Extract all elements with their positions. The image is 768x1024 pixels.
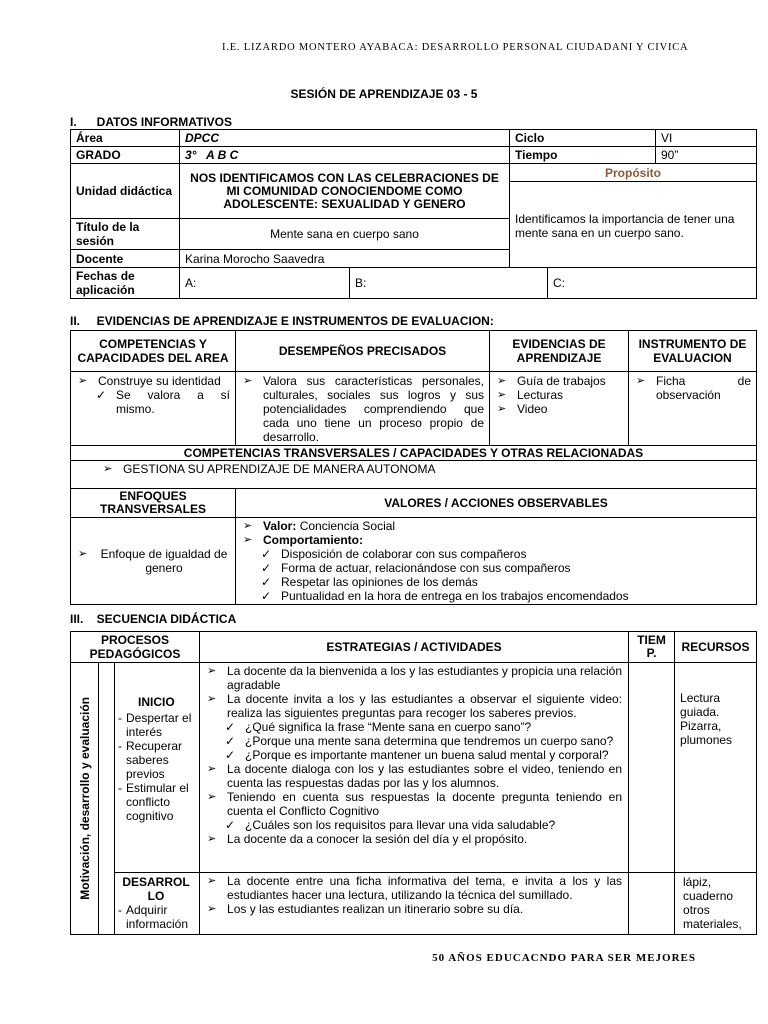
- fecha-c: C:: [548, 268, 757, 299]
- strategy-item: ➢ Teniendo en cuenta sus respuestas la docente pregunta teniendo en cuenta el Conflicto Cognitivo: [205, 790, 622, 818]
- comportamiento-item: ✓ Forma de actuar, relacionándose con sus compañeros: [241, 561, 751, 575]
- tiempo-value: 90”: [656, 147, 757, 164]
- titulo-value: Mente sana en cuerpo sano: [180, 219, 510, 250]
- valor-value: Conciencia Social: [296, 519, 396, 533]
- titulo-label: Título de la sesión: [71, 219, 180, 250]
- question-item: ✓ ¿Porque una mente sana determina que tendremos un cuerpo sano?: [205, 734, 622, 748]
- proposito-label: Propósito: [510, 164, 757, 182]
- desempeno-item: ➢ Valora sus características personales, culturales, sociales sus logros y sus potencialidades comprendiendo que cada uno tiene un proceso propio de desarrollo.: [241, 374, 484, 444]
- grado-label: GRADO: [71, 147, 180, 164]
- tiempo-header: TIEM P.: [629, 632, 675, 663]
- unidad-label: Unidad didáctica: [71, 164, 180, 219]
- desarrollo-recursos: lápiz, cuaderno otros materiales,: [675, 873, 757, 935]
- transversales-header: COMPETENCIAS TRANSVERSALES / CAPACIDADES Y OTRAS RELACIONADAS: [71, 446, 757, 461]
- question-item: ✓ ¿Cuáles son los requisitos para llevar una vida saludable?: [205, 818, 622, 832]
- strategy-item: ➢ La docente da la bienvenida a los y las estudiantes y propicia una relación agradable: [205, 664, 622, 692]
- strategy-item: ➢ La docente dialoga con los y las estudiantes sobre el video, teniendo en cuenta las respuestas dadas por las y los alumnos.: [205, 762, 622, 790]
- desarrollo-title: DESARROL LO: [122, 875, 190, 903]
- fecha-b: B:: [350, 268, 548, 299]
- instrumento-item: ➢ Ficha de observación: [634, 374, 751, 402]
- instrumento-header: INSTRUMENTO DE EVALUACION: [629, 331, 757, 372]
- enfoque-item: ➢ Enfoque de igualdad de genero: [76, 547, 230, 575]
- session-title: SESIÓN DE APRENDIZAJE 03 - 5: [290, 87, 478, 101]
- strategy-item: ➢ La docente entre una ficha informativa del tema, e invita a los y las estudiantes hacer una lectura, utilizando la técnica del sumillado.: [205, 874, 622, 902]
- page-footer: 50 AÑOS EDUCACNDO PARA SER MEJORES: [432, 952, 696, 964]
- datos-informativos-table: [70, 129, 757, 268]
- inicio-item: - Estimular el conflicto cognitivo: [118, 781, 194, 823]
- desarrollo-item: - Adquirir información: [118, 903, 194, 931]
- strategy-item: ➢ La docente invita a los y las estudiantes a observar el siguiente video: realiza las siguientes preguntas para recoger los saberes previos.: [205, 692, 622, 720]
- inicio-recursos: Lectura guiada. Pizarra, plumones: [675, 663, 757, 873]
- section2-heading: II. EVIDENCIAS DE APRENDIZAJE E INSTRUMENTOS DE EVALUACION:: [70, 314, 494, 328]
- question-item: ✓ ¿Qué significa la frase “Mente sana en cuerpo sano”?: [205, 720, 622, 734]
- section1-heading: I. DATOS INFORMATIVOS: [70, 115, 233, 129]
- capacidad-item: ✓ Se valora a sí mismo.: [76, 388, 230, 416]
- estrategias-header: ESTRATEGIAS / ACTIVIDADES: [200, 632, 629, 663]
- recursos-header: RECURSOS: [675, 632, 757, 663]
- page-header: I.E. LIZARDO MONTERO AYABACA: DESARROLLO PERSONAL CIUDADANI Y CIVICA: [222, 42, 689, 53]
- docente-value: Karina Morocho Saavedra: [180, 250, 510, 268]
- competencias-header: COMPETENCIAS Y CAPACIDADES DEL AREA: [71, 331, 236, 372]
- valor-label: Valor:: [263, 519, 297, 533]
- enfoques-header: ENFOQUES TRANSVERSALES: [71, 489, 236, 518]
- tiempo-label: Tiempo: [510, 147, 656, 164]
- strategy-item: ➢ La docente da a conocer la sesión del día y el propósito.: [205, 832, 622, 846]
- comportamiento-item: ✓ Disposición de colaborar con sus compañeros: [241, 547, 751, 561]
- area-label: Área: [71, 130, 180, 147]
- ciclo-label: Ciclo: [510, 130, 656, 147]
- competencia-item: ➢ Construye su identidad: [76, 374, 230, 388]
- area-value: DPCC: [180, 130, 510, 147]
- evidencias-table: [70, 330, 757, 605]
- section3-heading: III. SECUENCIA DIDÁCTICA: [70, 612, 237, 626]
- grado-value: 3° A B C: [180, 147, 510, 164]
- vertical-label: Motivación, desarrollo y evaluación: [77, 697, 92, 900]
- ciclo-value: VI: [656, 130, 757, 147]
- inicio-title: INICIO: [138, 695, 175, 709]
- desempenos-header: DESEMPEÑOS PRECISADOS: [236, 331, 490, 372]
- comportamiento-item: ✓ Puntualidad en la hora de entrega en los trabajos encomendados: [241, 589, 751, 603]
- comportamiento-item: ✓ Respetar las opiniones de los demás: [241, 575, 751, 589]
- fechas-label: Fechas de aplicación: [71, 268, 180, 299]
- inicio-item: - Despertar el interés: [118, 711, 194, 739]
- evidencia-item: ➢ Guía de trabajos: [495, 374, 623, 388]
- proposito-value: Identificamos la importancia de tener una mente sana en un cuerpo sano.: [510, 182, 757, 268]
- evidencia-item: ➢ Lecturas: [495, 388, 623, 402]
- inicio-item: - Recuperar saberes previos: [118, 739, 194, 781]
- transversal-item: ➢ GESTIONA SU APRENDIZAJE DE MANERA AUTONOMA: [101, 462, 751, 476]
- question-item: ✓ ¿Porque es importante mantener un buena salud mental y corporal?: [205, 748, 622, 762]
- fechas-table: [70, 267, 757, 299]
- secuencia-table: [70, 631, 757, 935]
- valores-header: VALORES / ACCIONES OBSERVABLES: [236, 489, 757, 518]
- unidad-value: NOS IDENTIFICAMOS CON LAS CELEBRACIONES DE MI COMUNIDAD CONOCIENDOME COMO ADOLESCENTE: SEXUALIDAD Y GENERO: [180, 164, 510, 219]
- procesos-header: PROCESOS PEDAGÓGICOS: [71, 632, 200, 663]
- fecha-a: A:: [180, 268, 350, 299]
- comportamiento-label: ➢ Comportamiento:: [241, 533, 751, 547]
- docente-label: Docente: [71, 250, 180, 268]
- strategy-item: ➢ Los y las estudiantes realizan un itinerario sobre su día.: [205, 902, 622, 916]
- evidencia-item: ➢ Video: [495, 402, 623, 416]
- evidencias-header: EVIDENCIAS DE APRENDIZAJE: [490, 331, 629, 372]
